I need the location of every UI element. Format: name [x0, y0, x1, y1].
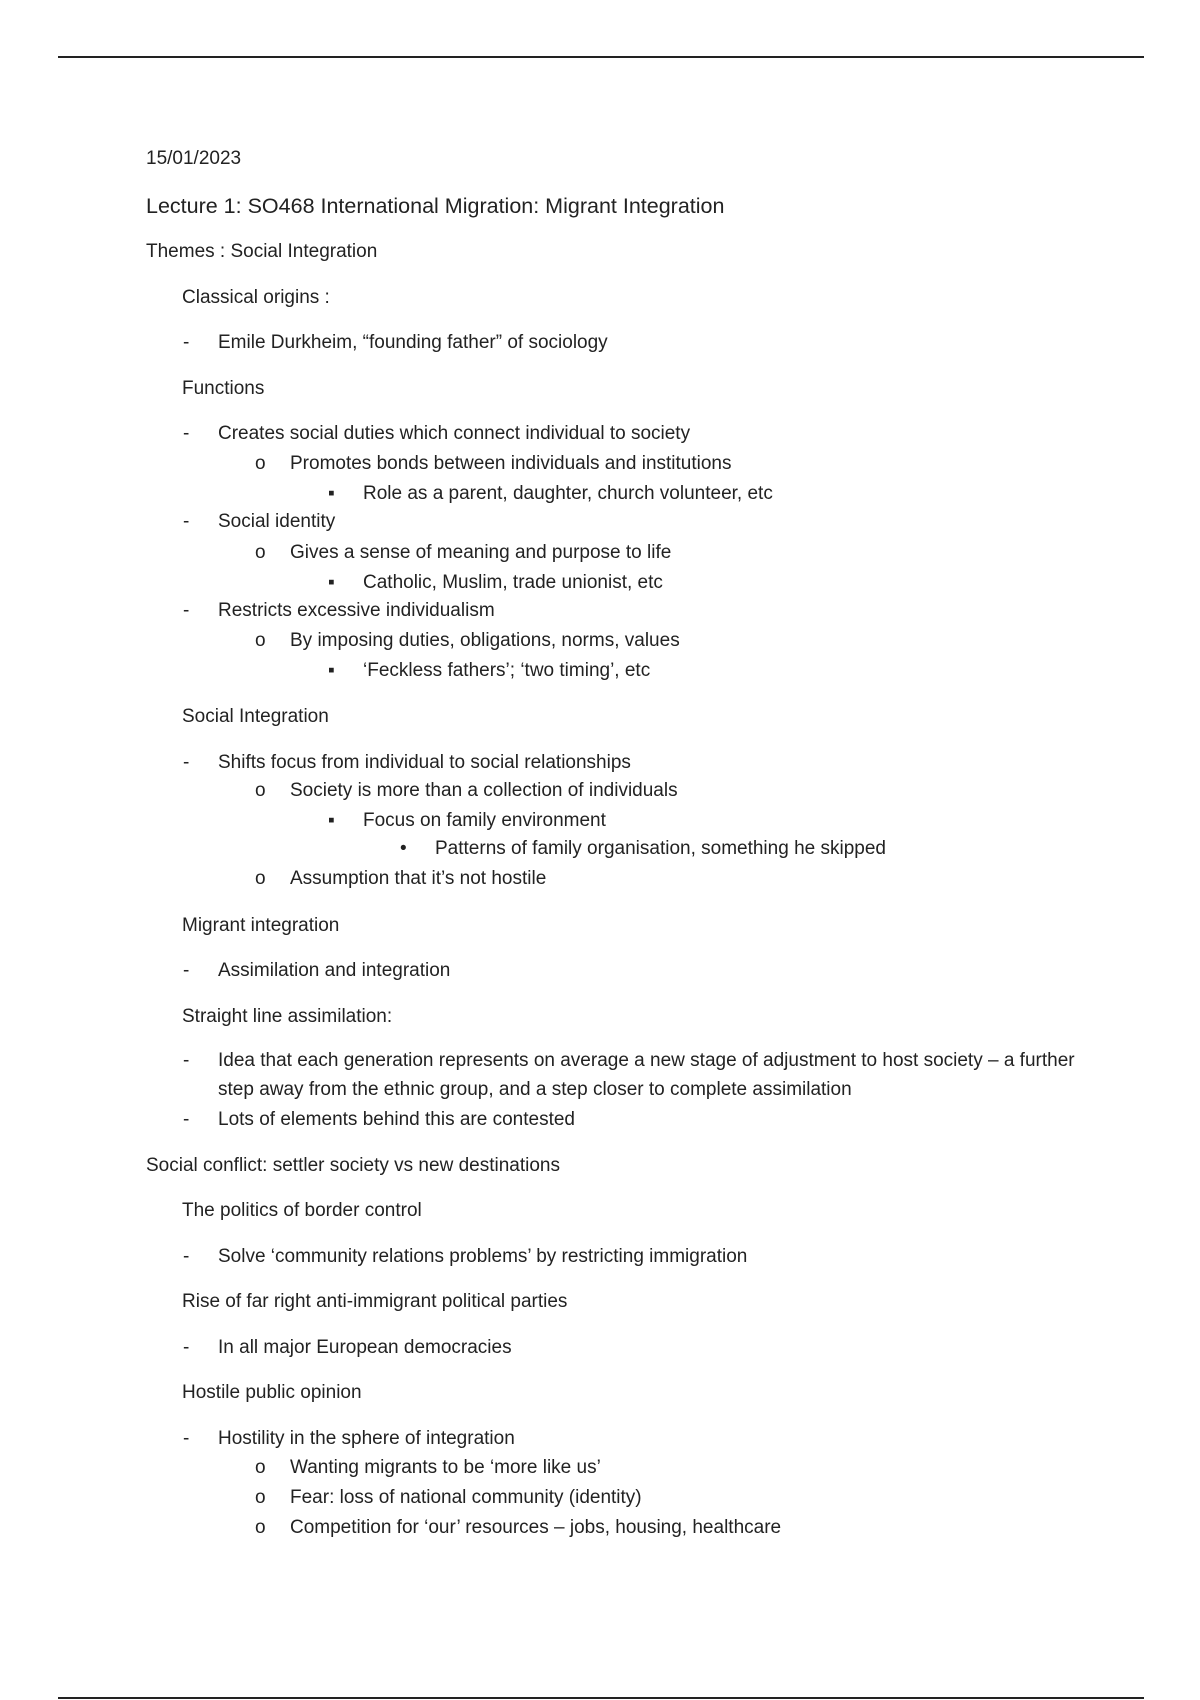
subheading-migrant-integration: Migrant integration [182, 915, 340, 936]
list-item: Role as a parent, daughter, church volunteer, etc [363, 483, 773, 504]
list-item: In all major European democracies [218, 1337, 512, 1358]
dash-marker: - [183, 600, 190, 621]
circle-marker: o [255, 780, 266, 801]
list-item: Creates social duties which connect individual to society [218, 423, 691, 444]
list-item: Focus on family environment [363, 810, 606, 831]
circle-marker: o [255, 868, 266, 889]
dash-marker: - [183, 1428, 190, 1449]
list-item: Restricts excessive individualism [218, 600, 495, 621]
dash-marker: - [183, 332, 190, 353]
dash-marker: - [183, 511, 190, 532]
list-item: Lots of elements behind this are contested [218, 1109, 576, 1130]
subheading-functions: Functions [182, 378, 265, 399]
circle-marker: o [255, 1487, 266, 1508]
list-item: Patterns of family organisation, something he skipped [435, 838, 886, 859]
subheading-straight-line-assimilation: Straight line assimilation: [182, 1006, 393, 1027]
list-item: Idea that each generation represents on average a new stage of adjustment to host society – a further step away from the ethnic group, and a step closer to complete assimilation [218, 1050, 1075, 1100]
list-item: Wanting migrants to be ‘more like us’ [290, 1457, 601, 1478]
list-item: Society is more than a collection of individuals [290, 780, 678, 801]
subheading-hostile-public-opinion: Hostile public opinion [182, 1382, 362, 1403]
dash-marker: - [183, 752, 190, 773]
subheading-social-integration: Social Integration [182, 706, 329, 727]
subheading-border-control: The politics of border control [182, 1200, 422, 1221]
list-item: ‘Feckless fathers’; ‘two timing’, etc [363, 660, 651, 681]
square-bullet: ▪ [328, 483, 335, 504]
list-item: Assimilation and integration [218, 960, 451, 981]
circle-marker: o [255, 1517, 266, 1538]
date: 15/01/2023 [146, 148, 242, 169]
circle-marker: o [255, 542, 266, 563]
section-heading-social-conflict: Social conflict: settler society vs new destinations [146, 1155, 560, 1176]
circle-marker: o [255, 1457, 266, 1478]
list-item: Emile Durkheim, “founding father” of sociology [218, 332, 608, 353]
list-item: Catholic, Muslim, trade unionist, etc [363, 572, 663, 593]
round-bullet: • [400, 838, 407, 859]
list-item: Gives a sense of meaning and purpose to life [290, 542, 672, 563]
dash-marker: - [183, 1050, 190, 1071]
subheading-far-right: Rise of far right anti-immigrant political parties [182, 1291, 568, 1312]
list-item: Shifts focus from individual to social relationships [218, 752, 631, 773]
dash-marker: - [183, 1246, 190, 1267]
list-item: Social identity [218, 511, 336, 532]
page-title: Lecture 1: SO468 International Migration: Migrant Integration [146, 194, 725, 218]
circle-marker: o [255, 630, 266, 651]
footer-rule [58, 1697, 1144, 1699]
header-rule [58, 56, 1144, 58]
list-item: Competition for ‘our’ resources – jobs, housing, healthcare [290, 1517, 782, 1538]
list-item: Fear: loss of national community (identity) [290, 1487, 642, 1508]
list-item: Promotes bonds between individuals and institutions [290, 453, 732, 474]
dash-marker: - [183, 1109, 190, 1130]
section-heading-themes: Themes : Social Integration [146, 241, 378, 262]
circle-marker: o [255, 453, 266, 474]
list-item: Assumption that it’s not hostile [290, 868, 547, 889]
dash-marker: - [183, 423, 190, 444]
list-item: Solve ‘community relations problems’ by restricting immigration [218, 1246, 748, 1267]
subheading-classical-origins: Classical origins : [182, 287, 330, 308]
square-bullet: ▪ [328, 572, 335, 593]
list-item: Hostility in the sphere of integration [218, 1428, 515, 1449]
dash-marker: - [183, 960, 190, 981]
list-item: By imposing duties, obligations, norms, values [290, 630, 680, 651]
dash-marker: - [183, 1337, 190, 1358]
square-bullet: ▪ [328, 810, 335, 831]
square-bullet: ▪ [328, 660, 335, 681]
